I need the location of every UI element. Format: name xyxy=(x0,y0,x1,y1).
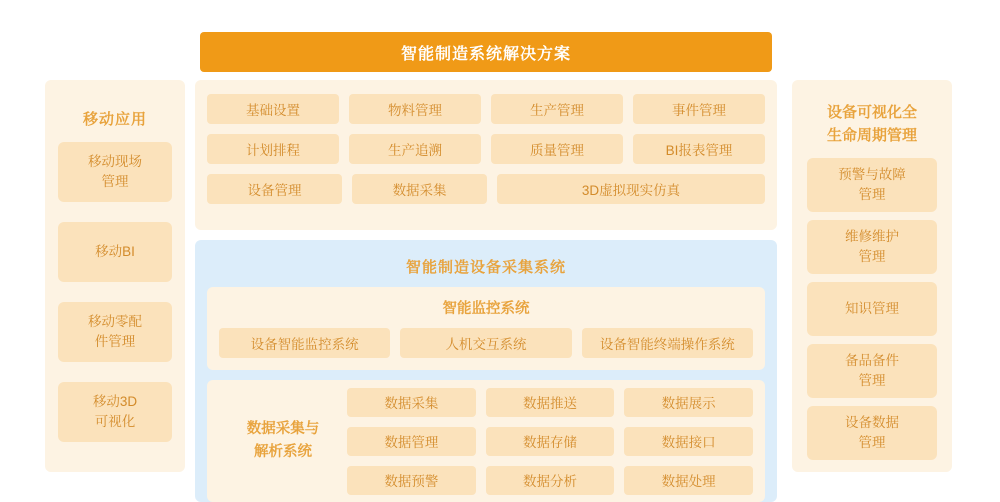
intelligent-monitoring-title: 智能监控系统 xyxy=(442,301,530,317)
mobile-item-bi[interactable]: 移动BI xyxy=(58,222,172,282)
module-event-management[interactable]: 事件管理 xyxy=(633,94,765,124)
data-item-early-warning[interactable]: 数据预警 xyxy=(347,466,476,495)
data-item-analysis[interactable]: 数据分析 xyxy=(486,466,615,495)
equipment-acquisition-title: 智能制造设备采集系统 xyxy=(405,259,566,276)
mobile-item-field-management[interactable]: 移动现场 管理 xyxy=(58,142,172,202)
equipment-lifecycle-column xyxy=(792,80,952,472)
mobile-item-parts-management[interactable]: 移动零配 件管理 xyxy=(58,302,172,362)
data-acquisition-row-1 xyxy=(347,388,753,417)
data-item-display[interactable]: 数据展示 xyxy=(624,388,753,417)
solution-banner: 智能制造系统解决方案 xyxy=(200,32,772,72)
data-item-interface[interactable]: 数据接口 xyxy=(624,427,753,456)
lifecycle-item-knowledge-management[interactable]: 知识管理 xyxy=(807,282,937,336)
module-data-acquisition[interactable]: 数据采集 xyxy=(352,174,487,204)
module-3d-vr-simulation[interactable]: 3D虚拟现实仿真 xyxy=(497,174,765,204)
mobile-item-3d-visualization[interactable]: 移动3D 可视化 xyxy=(58,382,172,442)
data-acquisition-row-2 xyxy=(347,427,753,456)
data-acquisition-label: 数据采集与 解析系统 xyxy=(246,420,320,460)
mobile-application-items xyxy=(58,142,172,462)
module-production-management[interactable]: 生产管理 xyxy=(491,94,623,124)
monitor-item-human-machine-interaction[interactable]: 人机交互系统 xyxy=(400,328,571,358)
data-item-storage[interactable]: 数据存储 xyxy=(486,427,615,456)
lifecycle-item-warning-fault-management[interactable]: 预警与故障 管理 xyxy=(807,158,937,212)
mes-module-row-3 xyxy=(207,174,765,204)
module-bi-report-management[interactable]: BI报表管理 xyxy=(633,134,765,164)
lifecycle-item-spare-parts-management[interactable]: 备品备件 管理 xyxy=(807,344,937,398)
data-item-push[interactable]: 数据推送 xyxy=(486,388,615,417)
module-basic-settings[interactable]: 基础设置 xyxy=(207,94,339,124)
monitor-item-terminal-operating-system[interactable]: 设备智能终端操作系统 xyxy=(582,328,753,358)
data-acquisition-panel xyxy=(207,380,765,502)
equipment-acquisition-panel xyxy=(195,240,777,502)
module-material-management[interactable]: 物料管理 xyxy=(349,94,481,124)
lifecycle-item-equipment-data-management[interactable]: 设备数据 管理 xyxy=(807,406,937,460)
data-acquisition-row-3 xyxy=(347,466,753,495)
mobile-application-title: 移动应用 xyxy=(82,111,147,128)
lifecycle-item-maintenance-management[interactable]: 维修维护 管理 xyxy=(807,220,937,274)
equipment-lifecycle-items xyxy=(807,158,937,468)
center-column xyxy=(195,32,777,489)
mes-module-row-1 xyxy=(207,94,765,124)
data-acquisition-grid xyxy=(347,388,753,495)
module-equipment-management[interactable]: 设备管理 xyxy=(207,174,342,204)
module-planning-scheduling[interactable]: 计划排程 xyxy=(207,134,339,164)
mes-module-row-2 xyxy=(207,134,765,164)
intelligent-monitoring-panel xyxy=(207,287,765,370)
data-item-management[interactable]: 数据管理 xyxy=(347,427,476,456)
module-quality-management[interactable]: 质量管理 xyxy=(491,134,623,164)
equipment-lifecycle-title: 设备可视化全 生命周期管理 xyxy=(826,104,917,144)
data-item-processing[interactable]: 数据处理 xyxy=(624,466,753,495)
intelligent-monitoring-items xyxy=(219,328,753,358)
module-production-traceability[interactable]: 生产追溯 xyxy=(349,134,481,164)
mes-module-panel xyxy=(195,80,777,230)
data-item-collection[interactable]: 数据采集 xyxy=(347,388,476,417)
mobile-application-column xyxy=(45,80,185,472)
monitor-item-equipment-monitoring[interactable]: 设备智能监控系统 xyxy=(219,328,390,358)
